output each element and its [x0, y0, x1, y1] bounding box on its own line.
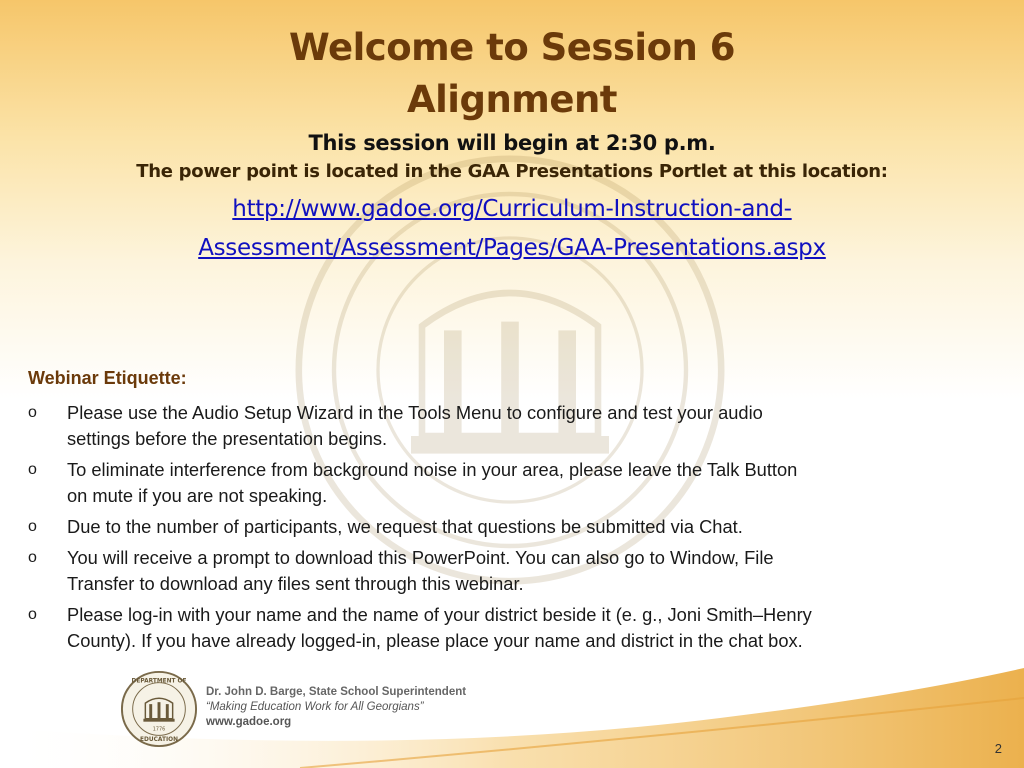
bullet-text-line2: Transfer to download any files sent through this webinar. — [67, 573, 524, 594]
list-item — [28, 457, 1003, 509]
superintendent-name: Dr. John D. Barge, State School Superintendent — [206, 686, 467, 698]
bullet-marker: o — [28, 518, 37, 535]
bullet-marker: o — [28, 461, 37, 478]
svg-text:DEPARTMENT OF: DEPARTMENT OF — [131, 678, 187, 685]
list-item — [28, 602, 1003, 654]
slide-header — [0, 22, 1024, 268]
svg-text:1776: 1776 — [152, 726, 166, 733]
bullet-marker: o — [28, 549, 37, 566]
bullet-text-line2: on mute if you are not speaking. — [67, 485, 328, 506]
bullet-text-line1: To eliminate interference from background noise in your area, please leave the Talk Button — [67, 459, 798, 480]
bullet-text-line1: Due to the number of participants, we request that questions be submitted via Chat. — [67, 516, 743, 537]
bullet-marker: o — [28, 404, 37, 421]
footer-website[interactable]: www.gadoe.org — [206, 716, 292, 728]
slide-title-line2: Alignment — [406, 78, 617, 121]
footer-credits — [206, 685, 466, 730]
location-note: The power point is located in the GAA Presentations Portlet at this location: — [136, 161, 888, 182]
bullet-text-line2: settings before the presentation begins. — [67, 428, 388, 449]
bullet-text-line1: You will receive a prompt to download this PowerPoint. You can also go to Window, File — [67, 547, 774, 568]
footer-tagline: “Making Education Work for All Georgians” — [206, 701, 424, 713]
list-item — [28, 545, 1003, 597]
presentations-link[interactable] — [0, 190, 1024, 268]
etiquette-heading: Webinar Etiquette: — [28, 368, 187, 388]
session-start-time: This session will begin at 2:30 p.m. — [308, 131, 716, 155]
list-item — [28, 400, 1003, 452]
presentations-link-line1[interactable]: http://www.gadoe.org/Curriculum-Instruction-and- — [232, 196, 792, 222]
list-item — [28, 514, 1003, 540]
bullet-marker: o — [28, 606, 37, 623]
bullet-text-line1: Please log-in with your name and the name of your district beside it (e. g., Joni Smith–Henry — [67, 604, 812, 625]
slide-title-line1: Welcome to Session 6 — [289, 26, 735, 69]
bullet-text-line2: County). If you have already logged-in, please place your name and district in the chat box. — [67, 630, 803, 651]
etiquette-list — [28, 400, 1003, 659]
presentations-link-line2[interactable]: Assessment/Assessment/Pages/GAA-Presentations.aspx — [198, 235, 826, 261]
department-of-education-seal-icon — [120, 670, 198, 748]
page-number: 2 — [994, 741, 1002, 756]
bullet-text-line1: Please use the Audio Setup Wizard in the Tools Menu to configure and test your audio — [67, 402, 763, 423]
svg-text:EDUCATION: EDUCATION — [140, 737, 178, 744]
